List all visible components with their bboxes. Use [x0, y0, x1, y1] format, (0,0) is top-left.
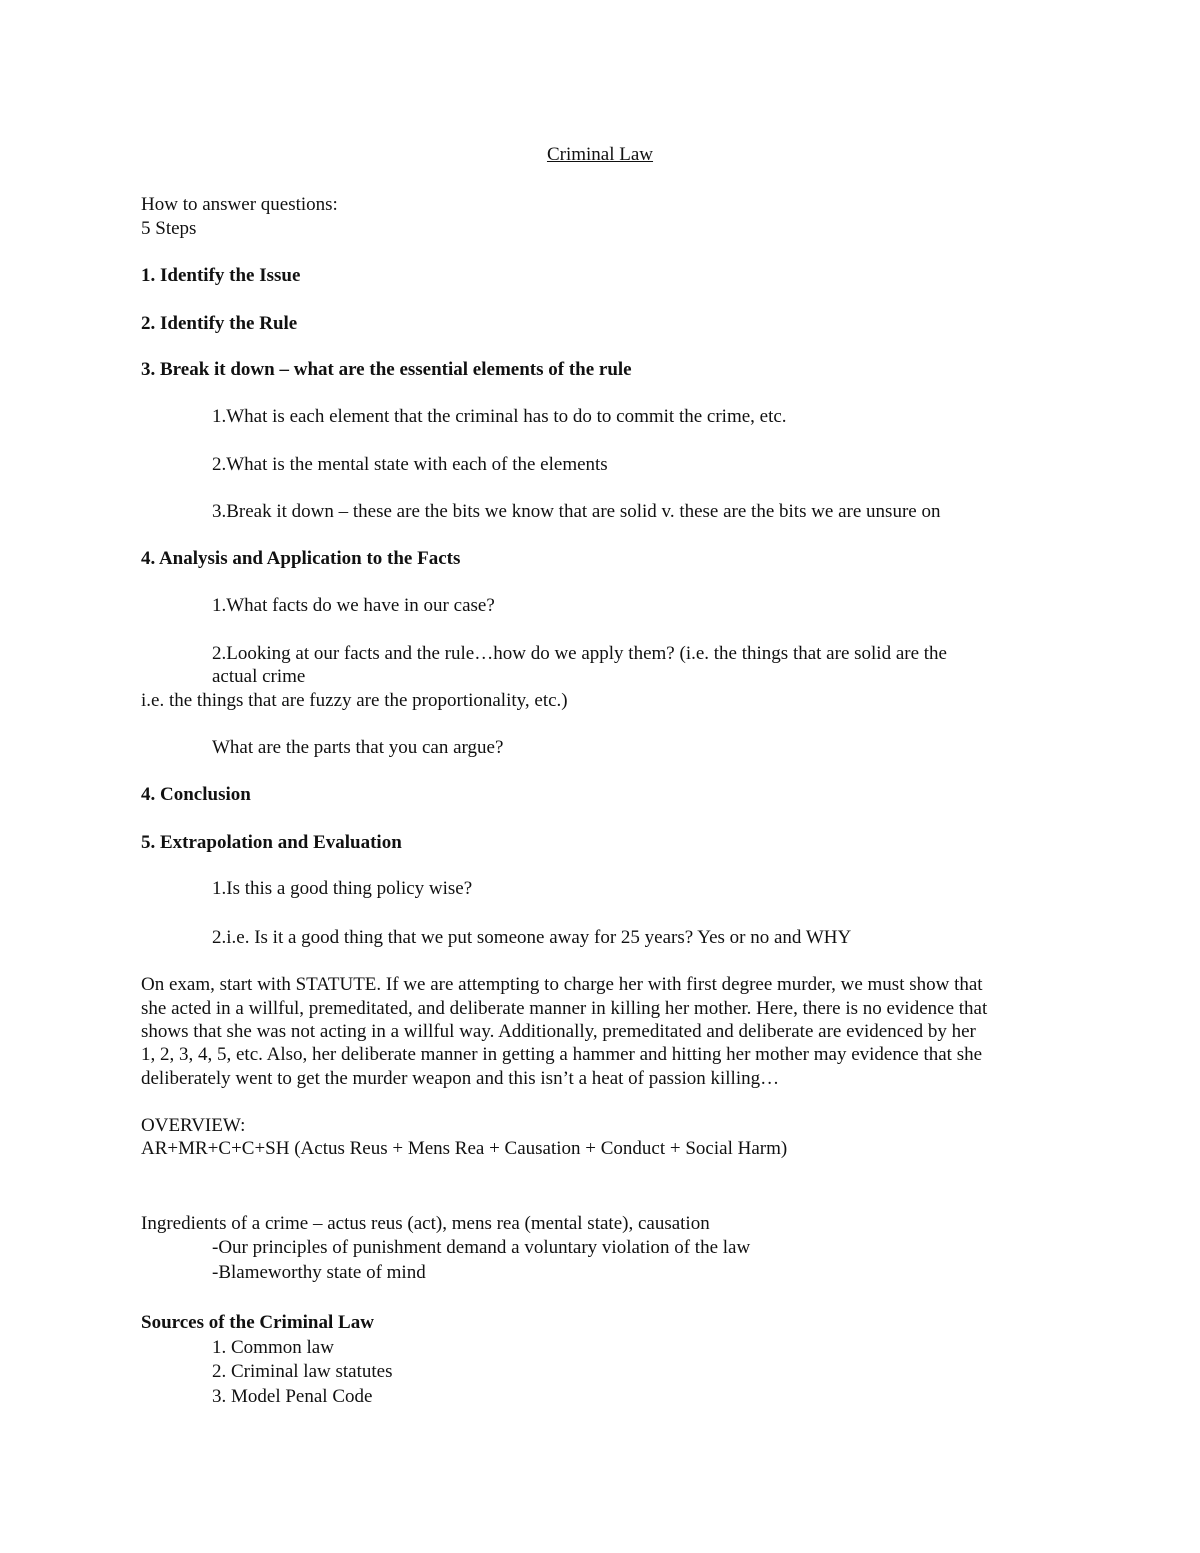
step-item: 2.Looking at our facts and the rule…how do we apply them? (i.e. the things that are solid are the [212, 643, 947, 664]
step-item: i.e. the things that are fuzzy are the proportionality, etc.) [141, 690, 568, 711]
sources-item: 1. Common law [212, 1337, 334, 1358]
ingredients-line: Ingredients of a crime – actus reus (act), mens rea (mental state), causation [141, 1213, 710, 1234]
intro-line: 5 Steps [141, 218, 197, 239]
exam-paragraph-line: she acted in a willful, premeditated, and deliberate manner in killing her mother. Here, there is no evidence that [141, 998, 988, 1019]
step-heading: 1. Identify the Issue [141, 265, 301, 286]
step-heading: 3. Break it down – what are the essential elements of the rule [141, 359, 632, 380]
overview-formula: AR+MR+C+C+SH (Actus Reus + Mens Rea + Causation + Conduct + Social Harm) [141, 1138, 788, 1159]
sources-item: 2. Criminal law statutes [212, 1361, 393, 1382]
sources-heading: Sources of the Criminal Law [141, 1312, 374, 1333]
exam-paragraph-line: deliberately went to get the murder weapon and this isn’t a heat of passion killing… [141, 1068, 780, 1089]
step-item: 1.Is this a good thing policy wise? [212, 878, 473, 899]
exam-paragraph-line: shows that she was not acting in a willful way. Additionally, premeditated and deliberate are evidenced by her [141, 1021, 976, 1042]
step-heading: 5. Extrapolation and Evaluation [141, 832, 402, 853]
step-item: 2.What is the mental state with each of the elements [212, 454, 608, 475]
step-heading: 4. Analysis and Application to the Facts [141, 548, 461, 569]
step-heading: 2. Identify the Rule [141, 313, 298, 334]
step-item: 3.Break it down – these are the bits we know that are solid v. these are the bits we are unsure on [212, 501, 941, 522]
exam-paragraph-line: 1, 2, 3, 4, 5, etc. Also, her deliberate manner in getting a hammer and hitting her mother may evidence that she [141, 1044, 983, 1065]
exam-paragraph-line: On exam, start with STATUTE. If we are attempting to charge her with first degree murder, we must show that [141, 974, 983, 995]
step-item: 1.What facts do we have in our case? [212, 595, 495, 616]
sources-item: 3. Model Penal Code [212, 1386, 373, 1407]
page-title: Criminal Law [546, 144, 654, 165]
ingredients-item: -Our principles of punishment demand a voluntary violation of the law [212, 1237, 751, 1258]
intro-line: How to answer questions: [141, 194, 338, 215]
step-heading: 4. Conclusion [141, 784, 251, 805]
overview-label: OVERVIEW: [141, 1115, 246, 1136]
ingredients-item: -Blameworthy state of mind [212, 1262, 426, 1283]
step-item: What are the parts that you can argue? [212, 737, 504, 758]
step-item: 2.i.e. Is it a good thing that we put someone away for 25 years? Yes or no and WHY [212, 927, 852, 948]
step-item: 1.What is each element that the criminal has to do to commit the crime, etc. [212, 406, 787, 427]
step-item: actual crime [212, 666, 306, 687]
